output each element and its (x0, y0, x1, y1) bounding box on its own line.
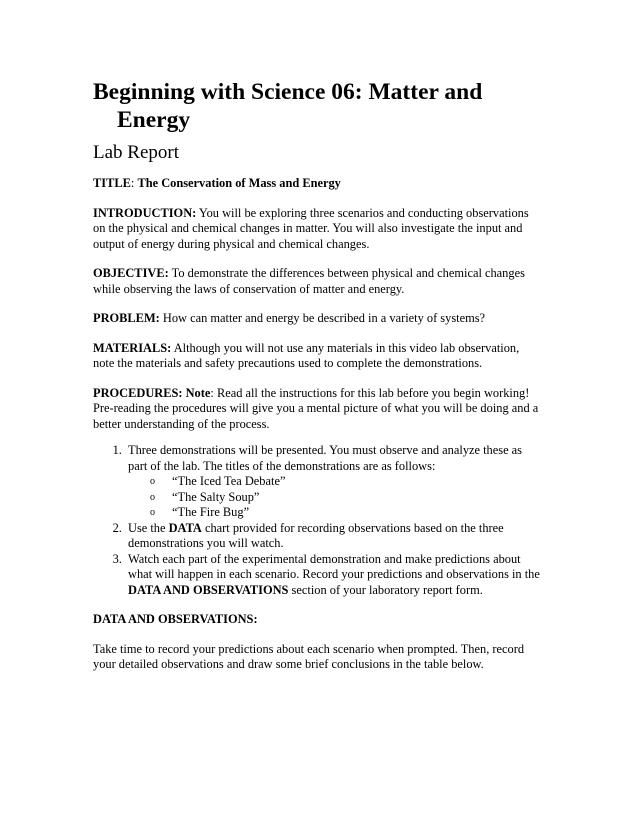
title-value: The Conservation of Mass and Energy (137, 176, 341, 190)
data-observations-heading: DATA AND OBSERVATIONS: (93, 612, 258, 626)
step-1-text: Three demonstrations will be presented. You must observe and analyze these as part of the lab. The titles of the demonstrations are as follows: (128, 443, 522, 473)
step-2-pre: Use the (128, 520, 169, 535)
procedures-section (93, 386, 543, 433)
procedure-step-3 (125, 552, 543, 599)
procedures-separator: : (210, 385, 214, 400)
objective-section (93, 266, 543, 297)
introduction-text: You will be exploring three scenarios and conducting observations on the physical and chemical changes in matter. You will also investigate the input and output of energy during physical and chemical changes. (93, 205, 529, 251)
step-3-pre: Watch each part of the experimental demonstration and make predictions about what will happen in each scenario. Record your predictions and observations in the (128, 551, 540, 581)
introduction-label: INTRODUCTION: (93, 205, 197, 220)
materials-text: Although you will not use any materials in this video lab observation, note the materials and safety precautions used to complete the demonstrations. (93, 340, 520, 370)
step-3-bold: DATA AND OBSERVATIONS (128, 582, 289, 597)
objective-text: To demonstrate the differences between physical and chemical changes while observing the laws of conservation of matter and energy. (93, 266, 525, 296)
materials-label: MATERIALS: (93, 340, 172, 355)
title-separator: : (130, 176, 135, 190)
step-2-post: chart provided for recording observations based on the three demonstrations you will watch. (128, 520, 504, 550)
step-3-post: section of your laboratory report form. (288, 582, 483, 597)
procedure-step-1 (125, 443, 543, 521)
demonstration-item: o “The Fire Bug” (150, 505, 543, 521)
title-label: TITLE (93, 176, 131, 190)
problem-text: How can matter and energy be described in a variety of systems? (162, 311, 486, 325)
introduction-section (93, 206, 543, 253)
step-2-bold: DATA (168, 520, 202, 535)
procedures-label: PROCEDURES: Note (93, 385, 211, 400)
demonstration-item: o “The Iced Tea Debate” (150, 474, 543, 490)
document-title: Beginning with Science 06: Matter and Energy (93, 79, 483, 133)
demonstration-item: o “The Salty Soup” (150, 490, 543, 506)
problem-label: PROBLEM: (93, 311, 160, 325)
objective-label: OBJECTIVE: (93, 266, 169, 280)
procedure-step-2 (125, 521, 543, 552)
procedures-text: Read all the instructions for this lab before you begin working! Pre-reading the procedures will give you a mental picture of what you will be doing and a better understanding of the process. (93, 385, 539, 431)
materials-section (93, 341, 543, 372)
closing-paragraph: Take time to record your predictions about each scenario when prompted. Then, record your detailed observations and draw some brief conclusions in the table below. (93, 641, 525, 671)
document-subtitle: Lab Report (93, 142, 180, 163)
problem-section (93, 311, 543, 327)
demonstration-list (128, 474, 543, 521)
title-section (93, 176, 543, 192)
procedure-steps (93, 443, 543, 598)
document-content (93, 78, 543, 673)
